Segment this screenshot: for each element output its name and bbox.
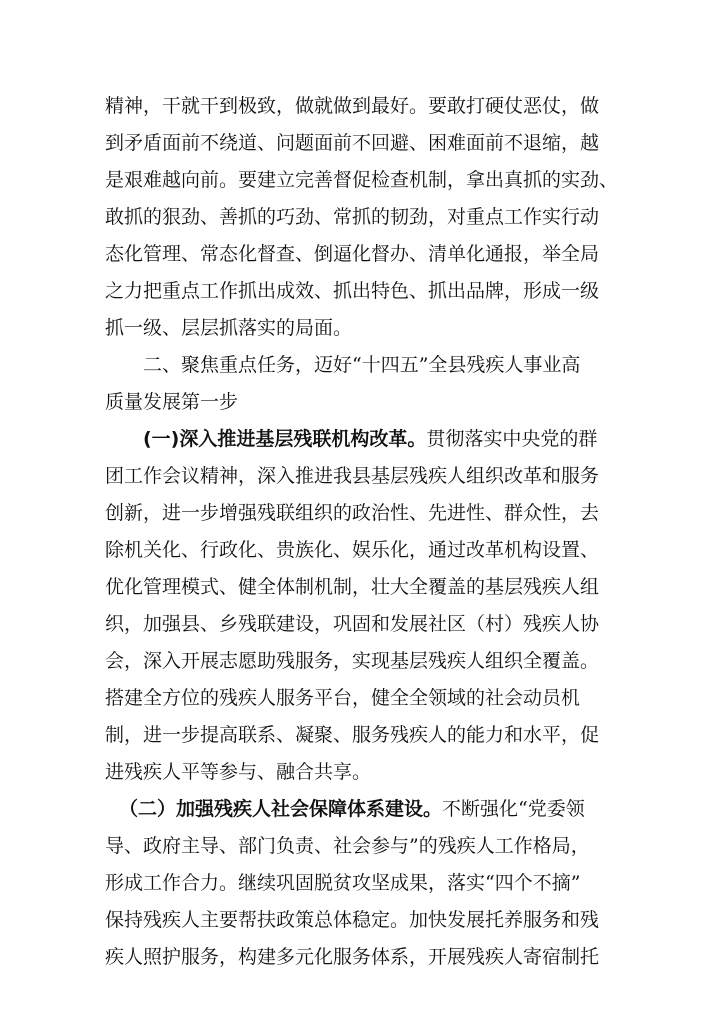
paragraph-1-line: 抓一级、层层抓落实的局面。 <box>105 317 353 339</box>
paragraph-1 <box>105 88 619 347</box>
subsection-heading-1: (一)深入推进基层残联机构改革。 <box>143 428 427 450</box>
paragraph-2-line: 织，加强县、乡残联建设，巩固和发展社区（村）残疾人协 <box>105 613 600 635</box>
subsection-heading-2: （二）加强残疾人社会保障体系建设。 <box>119 798 443 820</box>
paragraph-2 <box>105 421 610 791</box>
paragraph-2-line: 会，深入开展志愿助残服务，实现基层残疾人组织全覆盖。 <box>105 650 600 672</box>
paragraph-2-line: 制，进一步提高联系、凝聚、服务残疾人的能力和水平，促 <box>105 724 600 746</box>
paragraph-3-first-line-rest: 不断强化“党委领 <box>442 798 585 820</box>
paragraph-2-line: 搭建全方位的残疾人服务平台，健全全领域的社会动员机 <box>105 687 581 709</box>
paragraph-1-line: 精神，干就干到极致，做就做到最好。要敢打硬仗恶仗，做 <box>105 95 600 117</box>
paragraph-1-line: 敢抓的狠劲、善抓的巧劲、常抓的韧劲，对重点工作实行动 <box>105 206 600 228</box>
paragraph-1-line: 到矛盾面前不绕道、问题面前不回避、困难面前不退缩，越 <box>105 132 600 154</box>
paragraph-2-line: 创新，进一步增强残联组织的政治性、先进性、群众性，去 <box>105 502 600 524</box>
document-body <box>105 88 619 976</box>
paragraph-1-line: 之力把重点工作抓出成效、抓出特色、抓出品牌，形成一级 <box>105 280 600 302</box>
paragraph-2-line: 团工作会议精神，深入推进我县基层残疾人组织改革和服务 <box>105 465 600 487</box>
paragraph-2-line: 进残疾人平等参与、融合共享。 <box>105 761 372 783</box>
paragraph-3-line: 形成工作合力。继续巩固脱贫攻坚成果，落实“四个不摘” <box>105 872 581 894</box>
section-heading-line: 质量发展第一步 <box>105 391 239 413</box>
paragraph-2-line: 优化管理模式、健全体制机制，壮大全覆盖的基层残疾人组 <box>105 576 600 598</box>
paragraph-1-line: 态化管理、常态化督查、倒逼化督办、清单化通报，举全局 <box>105 243 600 265</box>
paragraph-3-line: 保持残疾人主要帮扶政策总体稳定。加快发展托养服务和残 <box>105 909 600 931</box>
paragraph-2-line: 除机关化、行政化、贵族化、娱乐化，通过改革机构设置、 <box>105 539 600 561</box>
section-heading <box>105 347 610 421</box>
paragraph-3 <box>105 791 610 976</box>
section-heading-line: 二、聚焦重点任务，迈好“十四五”全县残疾人事业高 <box>143 354 581 376</box>
paragraph-3-line: 导、政府主导、部门负责、社会参与”的残疾人工作格局， <box>105 835 590 857</box>
paragraph-3-line: 疾人照护服务，构建多元化服务体系，开展残疾人寄宿制托 <box>105 946 600 968</box>
paragraph-2-first-line-rest: 贯彻落实中央党的群 <box>426 428 598 450</box>
paragraph-1-line: 是艰难越向前。要建立完善督促检查机制，拿出真抓的实劲、 <box>105 169 619 191</box>
